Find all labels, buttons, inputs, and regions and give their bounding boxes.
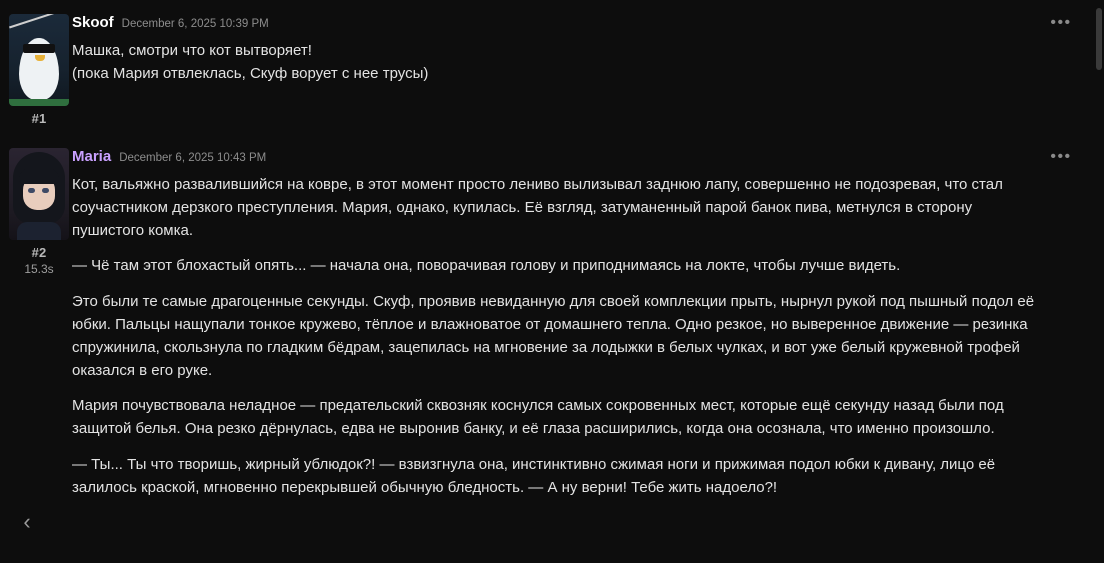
message-gutter bbox=[0, 148, 72, 276]
message-paragraph: Кот, вальяжно развалившийся на ковре, в этот момент просто лениво вылизывал заднюю лапу, совершенно не подозревая, что стал соучастником дерзкого преступления. Мария, однако, купилась. Её взгляд, затуманенный парой банок пива, метнулся в сторону пушистого комка. bbox=[72, 176, 1003, 239]
message-header bbox=[72, 148, 1042, 168]
message-body bbox=[72, 40, 1042, 86]
message-header bbox=[72, 14, 1042, 34]
message-index: #2 bbox=[31, 245, 47, 260]
message-paragraph: (пока Мария отвлеклась, Скуф ворует с нее трусы) bbox=[72, 64, 429, 82]
beak-icon bbox=[35, 55, 45, 61]
message-author: Maria bbox=[72, 148, 112, 165]
message-paragraph: Мария почувствовала неладное — предательский сквозняк коснулся самых сокровенных мест, которые ещё секунду назад были под защитой белья. Она резко дёрнулась, едва не выронив банку, и её глаза расширились, когда она осознала, что именно произошло. bbox=[72, 397, 1004, 438]
avatar[interactable] bbox=[9, 14, 69, 106]
message-paragraph: Машка, смотри что кот вытворяет! bbox=[72, 42, 312, 59]
back-chevron-icon[interactable]: ‹ bbox=[23, 509, 31, 534]
message-item bbox=[0, 14, 1076, 128]
grass-strip bbox=[9, 99, 69, 106]
message-timestamp: December 6, 2025 10:43 PM bbox=[119, 152, 267, 164]
avatar[interactable] bbox=[9, 148, 69, 240]
message-author: Skoof bbox=[72, 14, 114, 31]
message-item bbox=[0, 148, 1076, 500]
message-body bbox=[72, 174, 1042, 500]
message-gutter bbox=[0, 14, 72, 128]
message-index: #1 bbox=[31, 111, 47, 126]
scrollbar-thumb[interactable] bbox=[1096, 8, 1102, 70]
more-options-icon[interactable]: ••• bbox=[1050, 14, 1072, 31]
collar-shape bbox=[17, 222, 61, 240]
message-paragraph: Это были те самые драгоценные секунды. Скуф, проявив невиданную для своей комплекции прыть, нырнул рукой под пышный подол её юбки. Пальцы нащупали тонкое кружево, тёплое и влажноватое от домашнего тепла. Одно резкое, но выверенное движение — резинка спружинила, скользнула по гладким бёдрам, зацепилась на мгновение за лодыжки в белых чулках, и вот уже белый кружевной трофей оказался в его руке. bbox=[72, 293, 1035, 379]
message-timestamp: December 6, 2025 10:39 PM bbox=[121, 18, 269, 30]
message-content bbox=[72, 14, 1076, 86]
eye-left bbox=[28, 188, 35, 193]
vertical-scrollbar[interactable] bbox=[1094, 0, 1104, 563]
message-content bbox=[72, 148, 1076, 500]
message-paragraph: — Ты... Ты что творишь, жирный ублюдок?! — взвизгнула она, инстинктивно сжимая ноги и прижимая подол юбки к дивану, лицо её залилось краской, мгновенно перекрывшей обычную бледность. — А ну верни! Тебе жить надоело?! bbox=[72, 455, 996, 496]
fringe-shape bbox=[19, 168, 59, 184]
more-options-icon[interactable]: ••• bbox=[1050, 148, 1072, 165]
message-paragraph: — Чё там этот блохастый опять... — начала она, поворачивая голову и приподнимаясь на локте, чтобы лучше видеть. bbox=[72, 257, 901, 275]
eye-right bbox=[42, 188, 49, 193]
sunglasses-icon bbox=[23, 44, 55, 53]
message-duration: 15.3s bbox=[24, 262, 54, 276]
